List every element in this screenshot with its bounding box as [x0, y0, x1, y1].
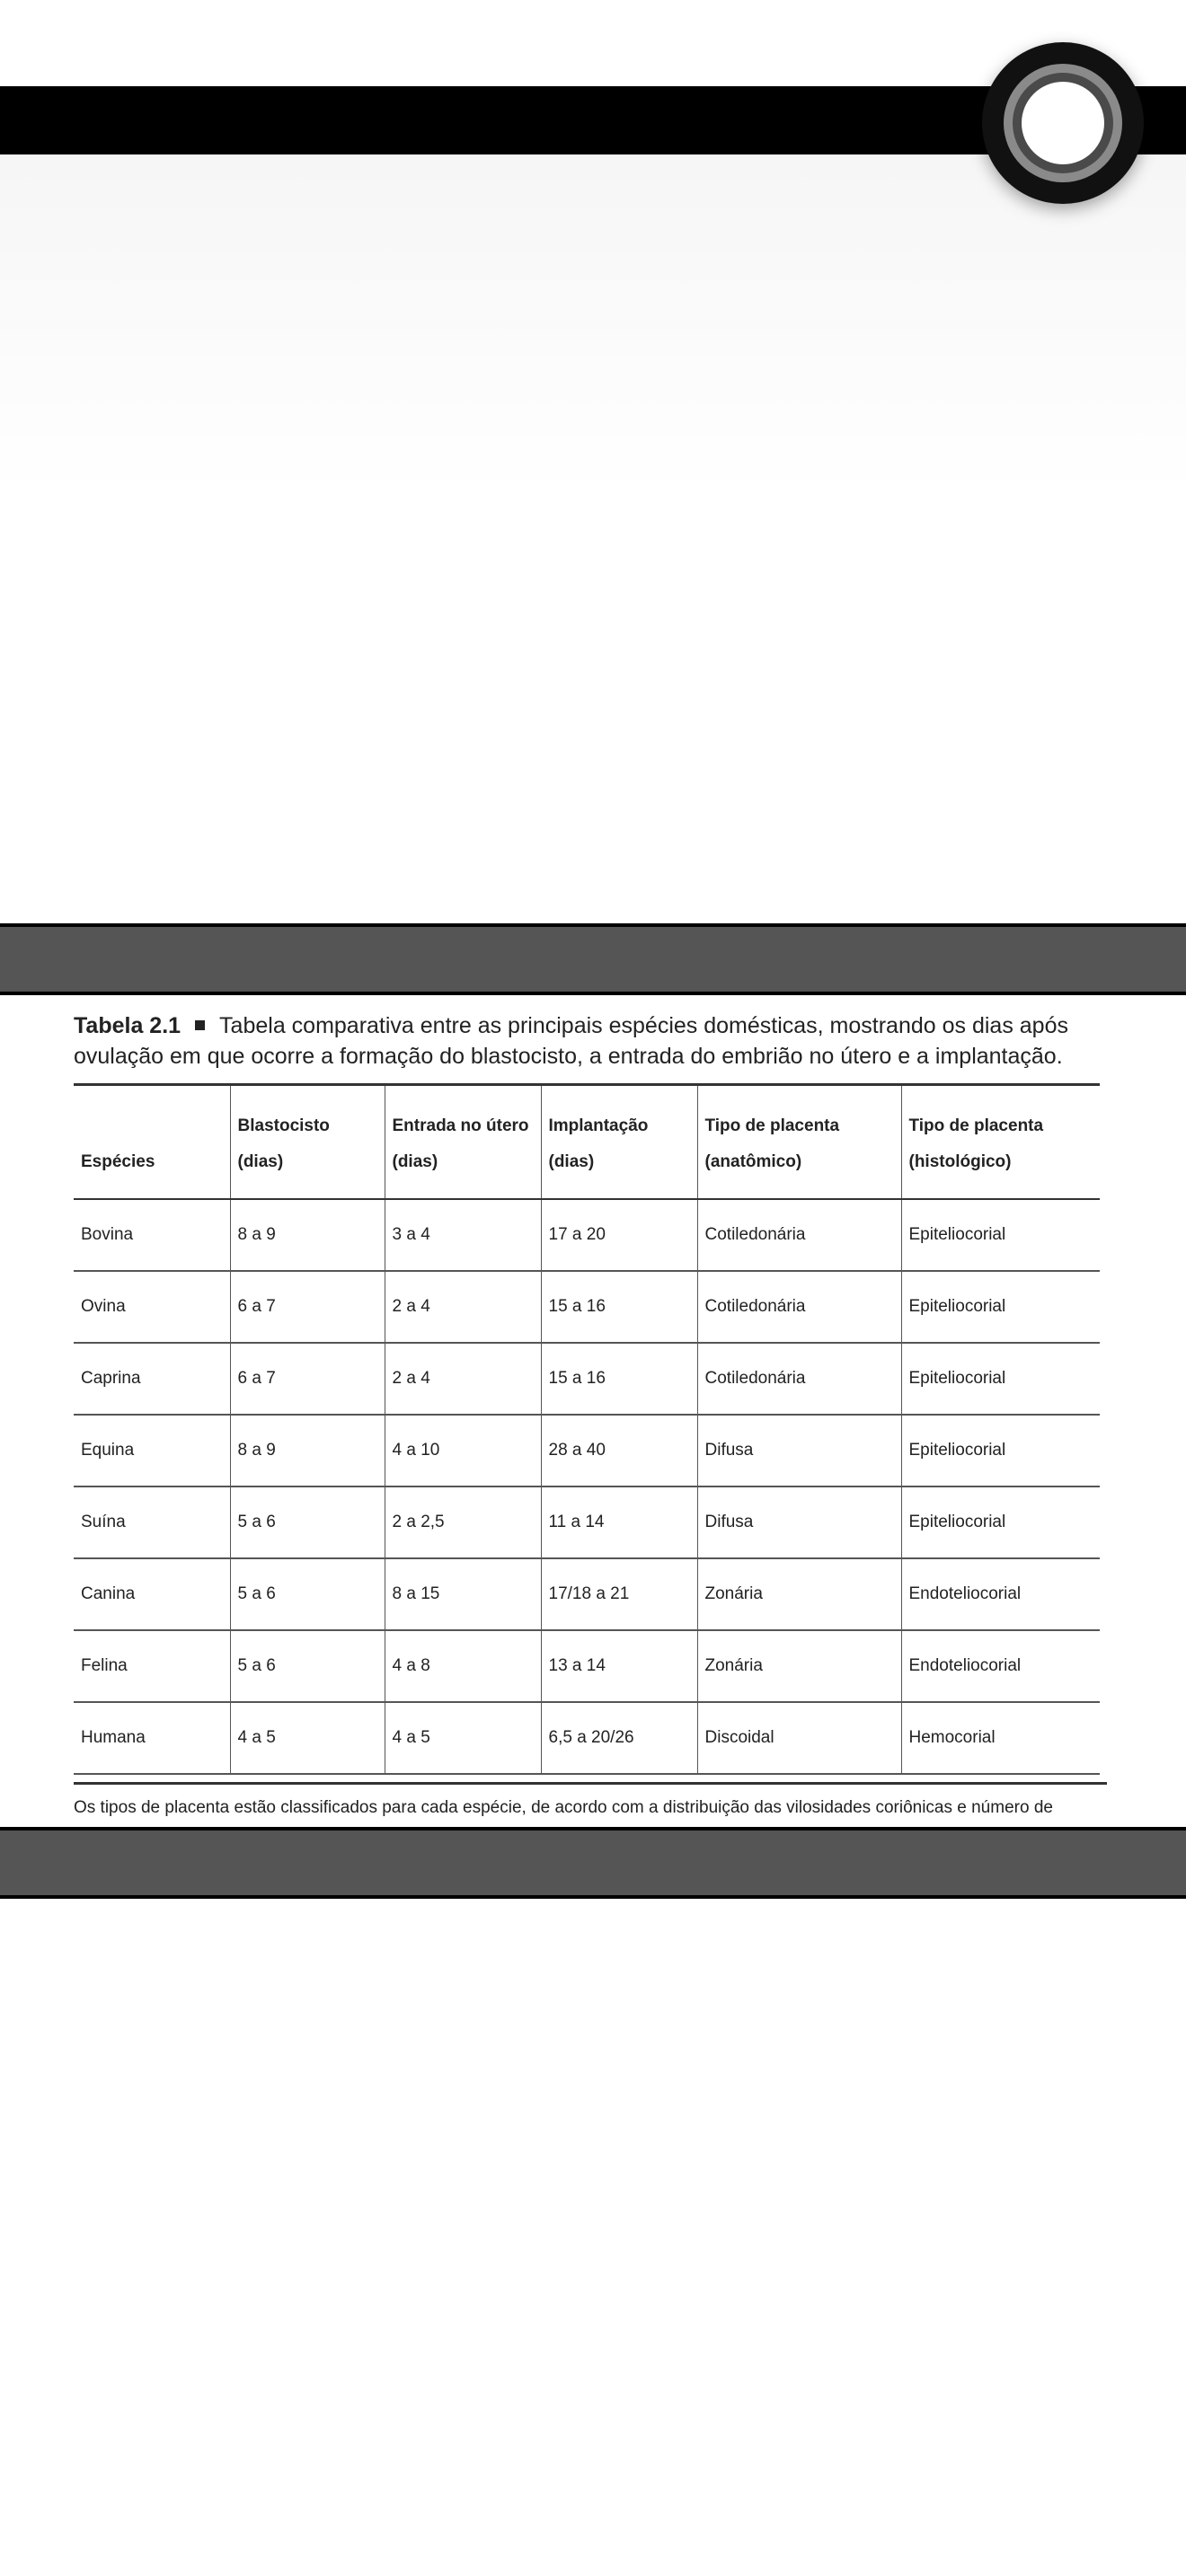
table-cell: Difusa	[697, 1486, 901, 1558]
shutter-button[interactable]	[982, 42, 1144, 204]
table-cell: 4 a 5	[385, 1702, 541, 1774]
table-row	[74, 1558, 1100, 1630]
table-cell: Epiteliocorial	[901, 1271, 1100, 1343]
table-cell: Hemocorial	[901, 1702, 1100, 1774]
table-cell: 2 a 2,5	[385, 1486, 541, 1558]
crop-band-bottom	[0, 1827, 1186, 1899]
table-row	[74, 1630, 1100, 1702]
table-cell: Endoteliocorial	[901, 1630, 1100, 1702]
table-cell: Ovina	[74, 1271, 230, 1343]
table-caption-text: Tabela comparativa entre as principais espécies domésticas, mostrando os dias após ovulação em que ocorre a formação do blastocisto, a entrada do embrião no útero e a implantação.	[74, 1013, 1068, 1069]
table-cell: Epiteliocorial	[901, 1199, 1100, 1271]
table-cell: 3 a 4	[385, 1199, 541, 1271]
table-cell: Epiteliocorial	[901, 1415, 1100, 1486]
table-row	[74, 1702, 1100, 1774]
table-cell: 5 a 6	[230, 1486, 385, 1558]
table-row	[74, 1343, 1100, 1415]
table-cell: Suína	[74, 1486, 230, 1558]
table-cell: 4 a 5	[230, 1702, 385, 1774]
table-cell: Epiteliocorial	[901, 1343, 1100, 1415]
table-cell: Discoidal	[697, 1702, 901, 1774]
crop-band-top	[0, 923, 1186, 995]
table-cell: 8 a 9	[230, 1199, 385, 1271]
table-cell: 8 a 15	[385, 1558, 541, 1630]
table-cell: Equina	[74, 1415, 230, 1486]
table-cell: Zonária	[697, 1630, 901, 1702]
header-placenta-anatomical: Tipo de placenta (anatômico)	[697, 1085, 901, 1200]
table-cell: 5 a 6	[230, 1630, 385, 1702]
table-cell: 8 a 9	[230, 1415, 385, 1486]
table-cell: 15 a 16	[541, 1343, 697, 1415]
table-cell: 28 a 40	[541, 1415, 697, 1486]
table-header-row	[74, 1085, 1100, 1200]
table-cell: 4 a 8	[385, 1630, 541, 1702]
table-cell: 5 a 6	[230, 1558, 385, 1630]
header-implantation: Implantação (dias)	[541, 1085, 697, 1200]
table-cell: Difusa	[697, 1415, 901, 1486]
table-cell: Zonária	[697, 1558, 901, 1630]
table-cell: 6,5 a 20/26	[541, 1702, 697, 1774]
table-row	[74, 1415, 1100, 1486]
table-cell: Caprina	[74, 1343, 230, 1415]
table-cell: Cotiledonária	[697, 1199, 901, 1271]
table-cell: 13 a 14	[541, 1630, 697, 1702]
table-row	[74, 1486, 1100, 1558]
table-cell: Epiteliocorial	[901, 1486, 1100, 1558]
photo-content	[0, 995, 1186, 1827]
table-cell: Canina	[74, 1558, 230, 1630]
table-row	[74, 1199, 1100, 1271]
table-cell: Bovina	[74, 1199, 230, 1271]
table-caption	[74, 1010, 1107, 1072]
comparison-table	[74, 1083, 1100, 1775]
table-cell: 2 a 4	[385, 1343, 541, 1415]
table-cell: 17/18 a 21	[541, 1558, 697, 1630]
square-bullet-icon	[195, 1020, 205, 1030]
table-cell: Humana	[74, 1702, 230, 1774]
table-cell: Endoteliocorial	[901, 1558, 1100, 1630]
table-cell: Cotiledonária	[697, 1271, 901, 1343]
table-cell: 4 a 10	[385, 1415, 541, 1486]
table-cell: 15 a 16	[541, 1271, 697, 1343]
header-placenta-histological: Tipo de placenta (histológico)	[901, 1085, 1100, 1200]
table-cell: 2 a 4	[385, 1271, 541, 1343]
blank-area	[0, 154, 1186, 496]
table-cell: Felina	[74, 1630, 230, 1702]
header-uterus-entry: Entrada no útero (dias)	[385, 1085, 541, 1200]
table-cell: 11 a 14	[541, 1486, 697, 1558]
table-footnote: Os tipos de placenta estão classificados para cada espécie, de acordo com a distribuição das vilosidades coriônicas e número de	[74, 1782, 1107, 1826]
table-cell: 6 a 7	[230, 1271, 385, 1343]
table-number: Tabela 2.1	[74, 1013, 181, 1038]
table-cell: 17 a 20	[541, 1199, 697, 1271]
header-blastocyst: Blastocisto (dias)	[230, 1085, 385, 1200]
table-cell: 6 a 7	[230, 1343, 385, 1415]
table-row	[74, 1271, 1100, 1343]
header-species: Espécies	[74, 1085, 230, 1200]
table-cell: Cotiledonária	[697, 1343, 901, 1415]
